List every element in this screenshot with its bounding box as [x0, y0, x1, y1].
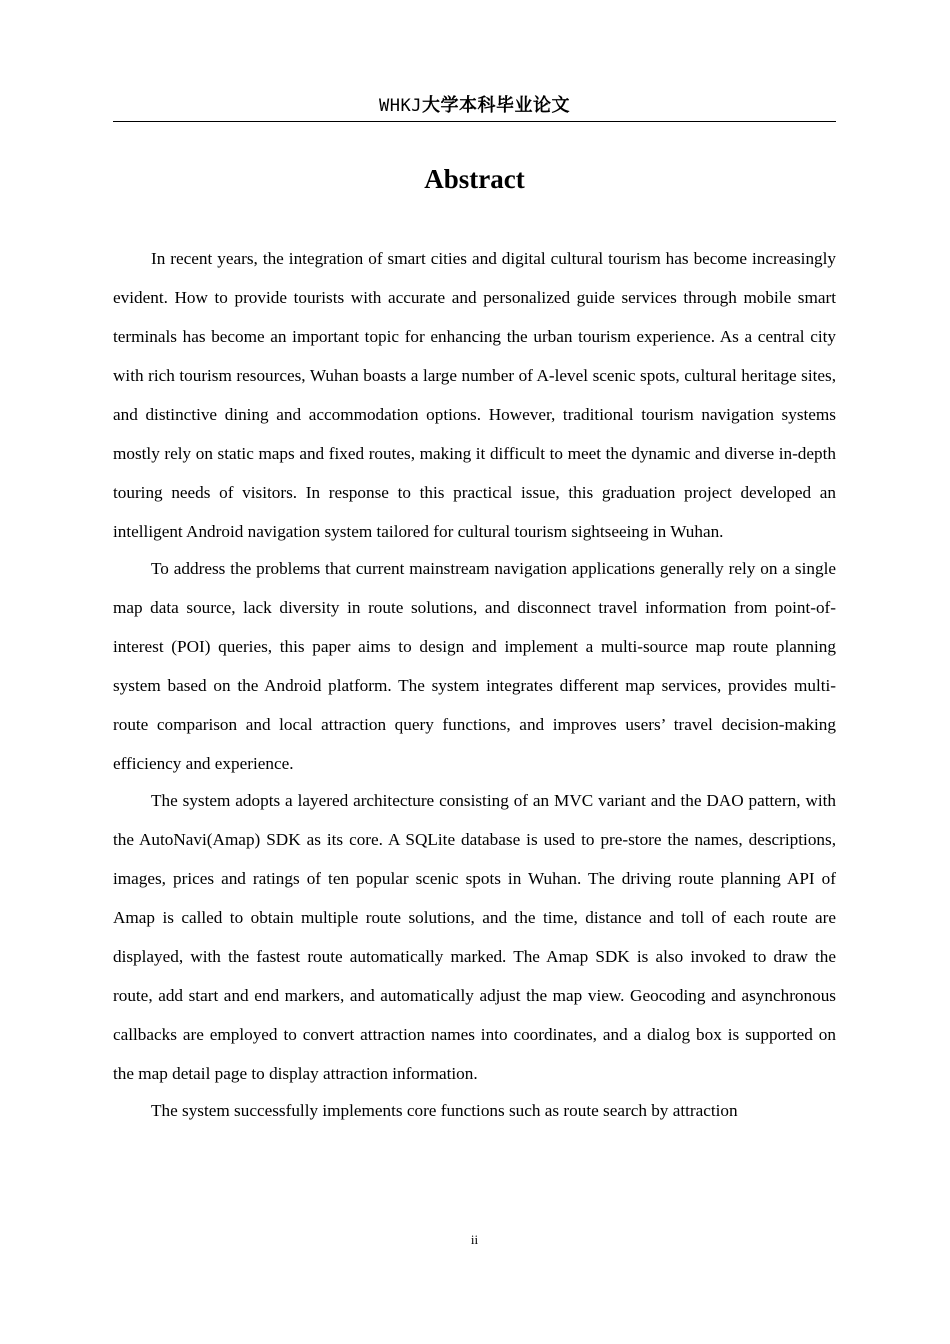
header-title: 大学本科毕业论文: [421, 95, 570, 116]
page-header: [113, 92, 836, 120]
header-prefix: WHKJ: [379, 96, 422, 116]
abstract-paragraph-3: The system adopts a layered architecture consisting of an MVC variant and the DAO pattern, with the AutoNavi(Amap) SDK as its core. A SQLite database is used to pre-store the names, descriptions, images, prices and ratings of ten popular scenic spots in Wuhan. The driving route planning API of Amap is called to obtain multiple route solutions, and the time, distance and toll of each route are displayed, with the fastest route automatically marked. The Amap SDK is also invoked to draw the route, add start and end markers, and automatically adjust the map view. Geocoding and asynchronous callbacks are employed to convert attraction names into coordinates, and a dialog box is supported on the map detail page to display attraction information.: [113, 791, 836, 1083]
page-number: ii: [470, 1232, 479, 1247]
abstract-title: Abstract: [424, 164, 525, 194]
abstract-body: [113, 239, 836, 1128]
header-divider: [113, 121, 836, 122]
abstract-paragraph-4: The system successfully implements core functions such as route search by attraction: [151, 1101, 738, 1120]
abstract-paragraph-2: To address the problems that current mainstream navigation applications generally rely on a single map data source, lack diversity in route solutions, and disconnect travel information from point-of-interest (POI) queries, this paper aims to design and implement a multi-source map route planning system based on the Android platform. The system integrates different map services, provides multi-route comparison and local attraction query functions, and improves users’ travel decision-making efficiency and experience.: [113, 559, 836, 773]
abstract-paragraph-1: In recent years, the integration of smart cities and digital cultural tourism has become increasingly evident. How to provide tourists with accurate and personalized guide services through mobile smart terminals has become an important topic for enhancing the urban tourism experience. As a central city with rich tourism resources, Wuhan boasts a large number of A-level scenic spots, cultural heritage sites, and distinctive dining and accommodation options. However, traditional tourism navigation systems mostly rely on static maps and fixed routes, making it difficult to meet the dynamic and diverse in-depth touring needs of visitors. In response to this practical issue, this graduation project developed an intelligent Android navigation system tailored for cultural tourism sightseeing in Wuhan.: [113, 249, 836, 541]
